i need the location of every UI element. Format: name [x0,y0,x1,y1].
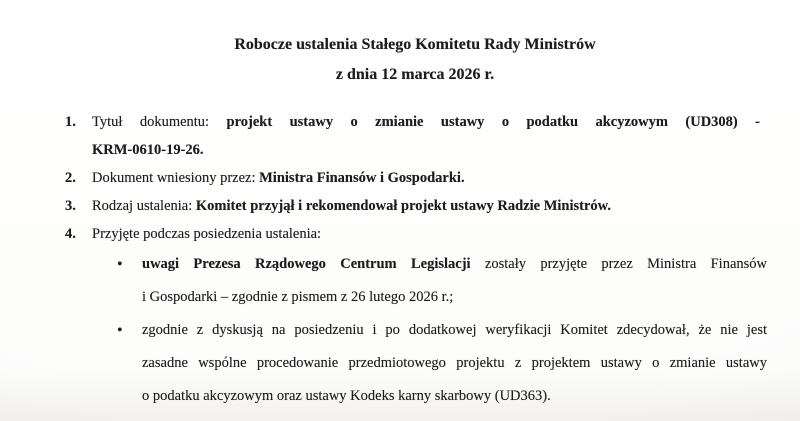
bullet-text-bold: uwagi Prezesa Rządowego Centrum Legislacji [142,256,471,272]
document-date: z dnia 12 marca 2026 r. [335,66,495,83]
bullet-list [0,248,800,413]
item-text: Rodzaj ustalenia: [92,198,196,214]
list-item-3 [0,192,800,220]
item-line [92,220,760,248]
bullet-icon: • [117,256,123,273]
bullet-text: zgodnie z dyskusją na posiedzeniu i po dodatkowej weryfikacji Komitet zdecydował, że nie jest [142,322,767,338]
item-number: 2. [65,170,76,186]
bullet-item-2 [0,314,800,413]
item-text-bold: Komitet przyjął i rekomendował projekt ustawy Radzie Ministrów. [195,198,611,214]
list-item-2 [0,164,800,192]
item-text-bold: KRM-0610-19-26. [92,142,204,158]
bullet-text: zasadne wspólne procedowanie przedmiotowego projektu z projektem ustawy o zmianie ustawy [142,355,767,371]
bullet-item-1 [0,248,800,314]
document-header [30,0,800,90]
item-number: 3. [65,198,76,214]
numbered-list [0,108,800,248]
item-text-bold: Ministra Finansów i Gospodarki. [259,170,465,186]
item-number: 4. [65,226,76,242]
item-text-bold: projekt ustawy o zmianie ustawy o podatku akcyzowym (UD308) - [226,114,760,130]
item-text: Tytuł dokumentu: [92,114,227,130]
bullet-text: i Gospodarki – zgodnie z pismem z 26 lutego 2026 r.; [142,289,454,305]
item-line [92,108,760,136]
bullet-line [142,314,767,347]
list-item-4 [0,220,800,248]
list-item-1 [0,108,800,164]
item-line [92,136,760,164]
bullet-line [142,380,767,413]
item-line [92,164,760,192]
item-text: Przyjęte podczas posiedzenia ustalenia: [92,226,322,242]
bullet-text: zostały przyjęte przez Ministra Finansów [470,256,767,272]
item-line [92,192,760,220]
document-title: Robocze ustalenia Stałego Komitetu Rady Ministrów [234,36,596,53]
bullet-line [142,347,767,380]
bullet-line [142,281,767,314]
item-number: 1. [65,114,76,130]
bullet-icon: • [117,322,123,339]
bullet-text: o podatku akcyzowym oraz ustawy Kodeks karny skarbowy (UD363). [142,388,551,404]
bullet-line [142,248,767,281]
item-text: Dokument wniesiony przez: [92,170,260,186]
